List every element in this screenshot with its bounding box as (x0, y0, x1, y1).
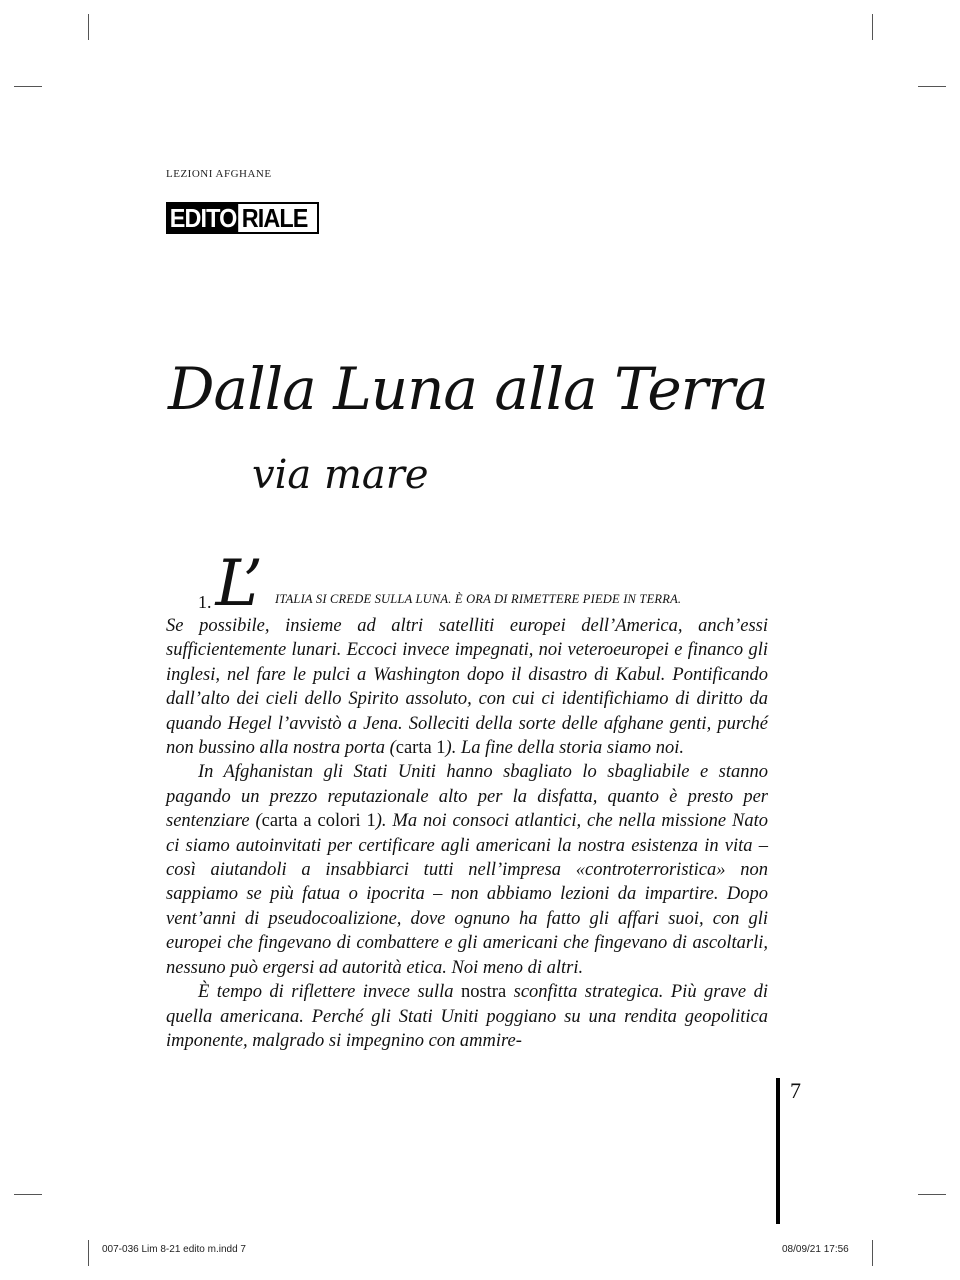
crop-mark (872, 14, 873, 40)
emphasis-word: nostra (460, 982, 507, 1003)
crop-mark (872, 1240, 873, 1266)
drop-cap: L’ (215, 547, 263, 621)
paragraph-text: ). Ma noi consoci atlantici, che nella missione Nato ci siamo autoinvitati per certificare agli americani la nostra esistenza in vita – così aiutandoli a insabbiarci tutti nell’impresa «controterroristica» non sappiamo se più fatua o ipocrita – non abbiamo lezioni da impartire. Dopo vent’anni di pseudocoalizione, dove ognuno ha fatto gli affari suoi, con gli europei che fingevano di combattere e gli americani che fingevano di ascoltarli, nessuno può ergersi ad autorità etica. Noi meno di altri. (166, 811, 768, 978)
paragraph-text: ). La fine della storia siamo noi. (445, 738, 684, 759)
paragraph-text: È tempo di riflettere invece sulla (198, 982, 461, 1003)
badge-light-part: RIALE (241, 203, 308, 233)
section-label: LEZIONI AFGHANE (166, 168, 272, 180)
opening-line (166, 547, 768, 621)
crop-mark (14, 86, 42, 87)
opening-small-caps: ITALIA SI CREDE SULLA LUNA. È ORA DI RIMETTERE PIEDE IN TERRA. (275, 591, 682, 606)
section-number: 1. (198, 591, 212, 612)
paragraph-text: sconfitta strategica. Più grave di quella americana. Perché gli Stati Uniti poggiano su una rendita geopolitica imponente, malgrado si impegnino con ammire- (166, 982, 768, 1051)
map-reference: carta 1 (395, 738, 446, 759)
crop-mark (88, 1240, 89, 1266)
slug-filename: 007-036 Lim 8-21 edito m.indd 7 (102, 1244, 246, 1255)
crop-mark (14, 1194, 42, 1195)
folio-rule (776, 1078, 780, 1224)
crop-mark (88, 14, 89, 40)
paragraph-text: Se possibile, insieme ad altri satelliti europei dell’America, anch’essi sufficientemente lunari. Eccoci invece impegnati, noi veteroeuropei e financo gli inglesi, nel fare le pulci a Washington dopo il disastro di Kabul. Pontificando dall’alto dei cieli dello Spirito assoluto, con cui ci identifichiamo di diritto da quando Hegel l’avvistò a Jena. Solleciti della sorte delle afghane genti, purché non bussino alla nostra porta ( (166, 616, 768, 759)
page-number: 7 (790, 1078, 801, 1103)
paragraph-text: In Afghanistan gli Stati Uniti hanno sbagliato lo sbagliabile e stanno pagando un prezzo reputazionale alto per la disfatta, quanto è presto per sentenziare ( (166, 762, 768, 832)
paragraph-3 (166, 980, 768, 1053)
slug-timestamp: 08/09/21 17:56 (782, 1244, 849, 1255)
crop-mark (918, 1194, 946, 1195)
article-subtitle: via mare (252, 452, 429, 498)
crop-mark (918, 86, 946, 87)
badge-dark-part: EDITO (169, 203, 237, 233)
paragraph-2 (166, 760, 768, 980)
paragraph-1 (166, 614, 768, 760)
map-reference: carta a colori 1 (261, 811, 376, 832)
article-title: Dalla Luna alla Terra (168, 355, 768, 423)
article-body (166, 547, 768, 1053)
editoriale-badge (166, 202, 319, 234)
